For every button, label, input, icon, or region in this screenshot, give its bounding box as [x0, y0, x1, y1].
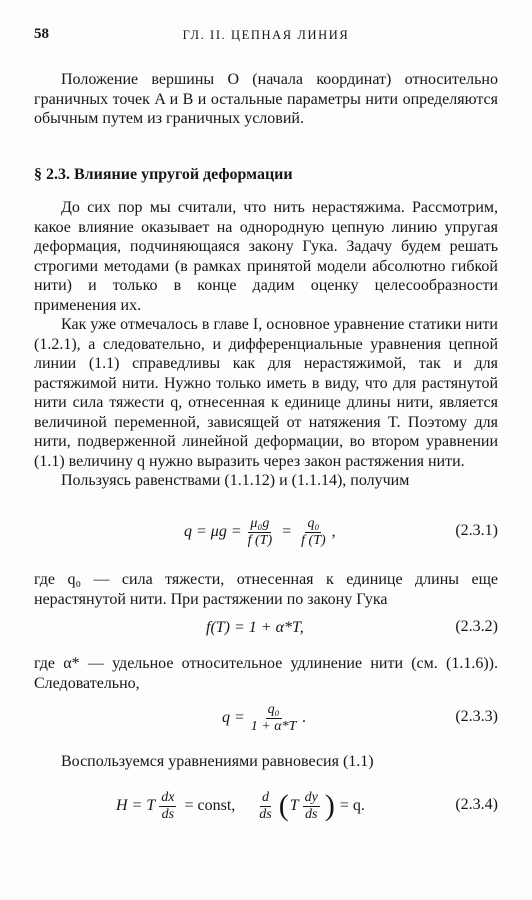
paragraph-1: До сих пор мы считали, что нить нерастяжима. Рассмотрим, какое влияние оказывает на однородную цепную линию упругая деформация, подчиняющаяся закону Гука. Задачу будем решать строгими методами (в рамках принятой модели абсолютно гибкой нити) и только в конце дадим оценку целесообразности применения их.: [34, 199, 498, 314]
eq1-number: (2.3.1): [455, 522, 498, 539]
text-after-eq3: [34, 752, 498, 772]
eq3-number: (2.3.3): [455, 708, 498, 725]
eq4-fraction-dy-ds: [303, 790, 320, 823]
eq4-f2-denominator: ds: [259, 806, 272, 822]
equation-2-3-4: [34, 786, 498, 826]
section-title: § 2.3. Влияние упругой деформации: [34, 166, 293, 183]
paragraph-4: где q₀ — сила тяжести, отнесенная к единице длины еще нерастянутой нити. При растяжении по закону Гука: [34, 571, 498, 608]
eq4-tail: = q.: [339, 797, 365, 814]
paragraph-2: Как уже отмечалось в главе I, основное уравнение статики нити (1.2.1), а следовательно, и дифференциальные уравнения цепной линии (1.1) справедливы как для нерастяжимой, так и для растяжимой нити. Нужно только иметь в виду, что для растянутой нити сила тяжести q, отнесенная к единице длины нити, является величиной переменной, зависящей от натяжения T. Поэтому для нити, подверженной линейной деформации, во втором уравнении (1.1) величину q нужно выразить через закон растяжения нити.: [34, 316, 498, 470]
eq4-inner-lhs: T: [289, 797, 299, 814]
eq1-lhs: q = μg =: [184, 523, 242, 540]
eq1-f1-numerator: μ₀g: [250, 515, 270, 531]
eq3-numerator: q₀: [267, 701, 280, 717]
running-title: ГЛ. II. ЦЕПНАЯ ЛИНИЯ: [182, 28, 350, 42]
intro-paragraph: Положение вершины O (начала координат) относительно граничных точек A и B и остальные параметры нити определяются обычным путем из граничных условий.: [34, 71, 498, 127]
eq1-equals: =: [282, 523, 292, 540]
eq4-f3-numerator: dy: [304, 789, 318, 805]
equation-2-3-3: [34, 698, 498, 738]
equation-2-3-2: [34, 608, 498, 648]
eq3-fraction: [249, 702, 299, 735]
eq4-f1-numerator: dx: [161, 789, 175, 805]
eq4-fraction-dx-ds: [159, 790, 176, 823]
eq4-number: (2.3.4): [455, 796, 498, 813]
eq4-f1-denominator: ds: [161, 806, 175, 822]
eq4-fraction-d-ds: [257, 790, 273, 823]
eq4-left-paren: (: [278, 789, 289, 822]
equation-2-3-1: [34, 512, 498, 552]
paragraph-6: Воспользуемся уравнениями равновесия (1.1): [61, 753, 374, 770]
paragraph-3: Пользуясь равенствами (1.1.12) и (1.1.14), получим: [61, 472, 410, 489]
eq1-f2-numerator: q₀: [307, 515, 320, 531]
eq4-const: = const,: [184, 797, 236, 814]
intro-paragraph-block: [34, 70, 498, 129]
eq3-tail: .: [302, 709, 307, 726]
eq1-f2-denominator: f (T): [301, 532, 326, 548]
eq3-lhs: q =: [222, 709, 245, 726]
eq1-fraction-2: [299, 516, 328, 549]
eq4-f3-denominator: ds: [305, 806, 318, 822]
eq1-tail: ,: [331, 523, 336, 540]
eq4-right-paren: ): [324, 789, 335, 822]
eq2-body: f(T) = 1 + α*T,: [206, 619, 304, 636]
text-after-eq2: [34, 654, 498, 693]
eq2-number: (2.3.2): [455, 618, 498, 635]
eq1-fraction-1: [246, 516, 275, 549]
page-number: 58: [34, 26, 49, 42]
eq4-lhs: H = T: [116, 797, 156, 814]
paragraph-5: где α* — удельное относительное удлинение нити (см. (1.1.6)). Следовательно,: [34, 655, 498, 692]
eq3-denominator: 1 + α*T: [250, 718, 297, 734]
page-header: [34, 26, 498, 46]
main-text-block: [34, 198, 498, 491]
eq4-f2-numerator: d: [261, 789, 269, 805]
text-after-eq1: [34, 570, 498, 609]
eq1-f1-denominator: f (T): [247, 532, 273, 548]
